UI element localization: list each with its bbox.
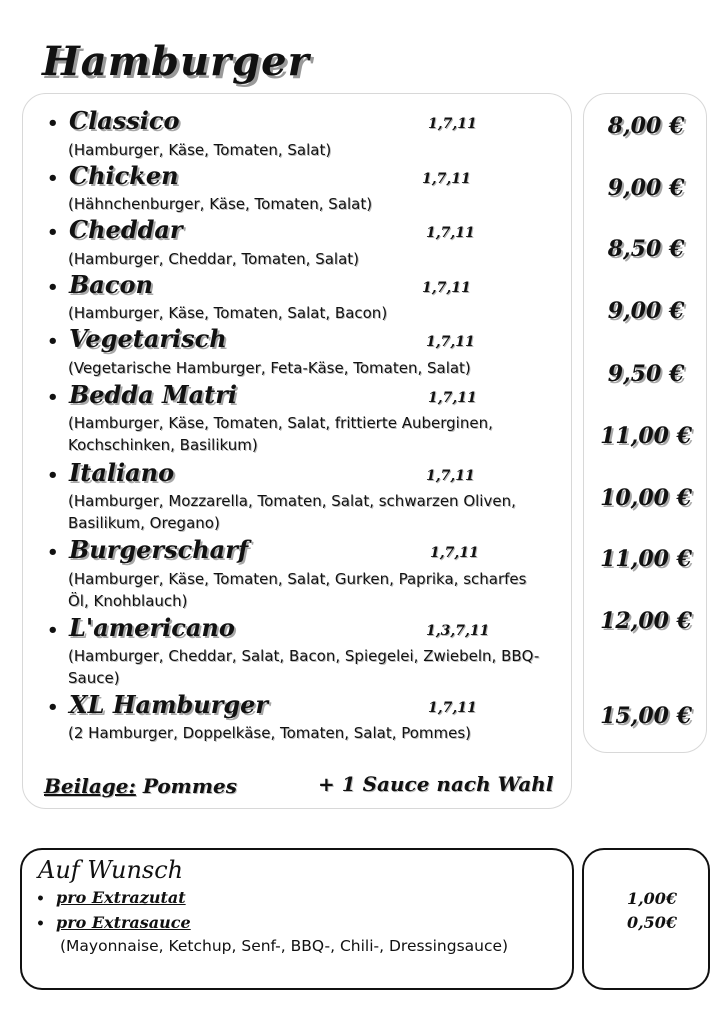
menu-item-name — [47, 458, 174, 487]
item-price: 11,00 € — [600, 423, 692, 449]
bullet-icon: • — [47, 331, 59, 352]
item-description: (Hamburger, Käse, Tomaten, Salat, Gurken, Paprika, scharfes Öl, Knohblauch) — [68, 570, 527, 610]
item-price: 11,00 € — [600, 546, 692, 572]
menu-item-name — [47, 270, 153, 299]
menu-item-name — [47, 380, 237, 409]
item-name-text: Cheddar — [69, 215, 183, 244]
extras-note: (Mayonnaise, Ketchup, Senf-, BBQ-, Chili-, Dressingsauce) — [60, 937, 509, 955]
item-name-text: XL Hamburger — [69, 690, 269, 719]
item-name-text: L'americano — [69, 613, 235, 642]
item-name-text: Vegetarisch — [69, 324, 227, 353]
item-name-text: Italiano — [69, 458, 175, 487]
item-name-text: Bedda Matri — [69, 380, 237, 409]
menu-item-name — [47, 613, 235, 642]
bullet-icon: • — [47, 620, 59, 641]
item-description: (Hamburger, Cheddar, Tomaten, Salat) — [68, 250, 360, 268]
allergen-codes: 1,7,11 — [430, 545, 479, 561]
item-name-text: Classico — [69, 106, 180, 135]
item-price: 9,00 € — [607, 175, 685, 201]
allergen-codes: 1,7,11 — [428, 116, 477, 132]
bullet-icon: • — [47, 697, 59, 718]
extras-title: Auf Wunsch — [38, 856, 184, 884]
allergen-codes: 1,7,11 — [426, 468, 475, 484]
item-price: 15,00 € — [600, 703, 692, 729]
extra-item-label: pro Extrazutat — [56, 888, 186, 907]
bullet-icon: • — [47, 222, 59, 243]
item-price: 9,50 € — [607, 361, 685, 387]
menu-item-name — [47, 535, 248, 564]
item-description: (Hamburger, Käse, Tomaten, Salat) — [68, 141, 332, 159]
menu-item-name — [47, 161, 179, 190]
bullet-icon: • — [47, 168, 59, 189]
item-description: (Hamburger, Mozzarella, Tomaten, Salat, schwarzen Oliven, Basilikum, Oregano) — [68, 492, 516, 532]
bullet-icon: • — [47, 465, 59, 486]
extra-item-label: pro Extrasauce — [56, 913, 191, 932]
item-description: (2 Hamburger, Doppelkäse, Tomaten, Salat, Pommes) — [68, 724, 472, 742]
item-description: (Hamburger, Käse, Tomaten, Salat, Bacon) — [68, 304, 388, 322]
bullet-icon: • — [47, 113, 59, 134]
item-price: 12,00 € — [600, 608, 692, 634]
item-price: 10,00 € — [600, 485, 692, 511]
menu-item-name — [47, 324, 227, 353]
extra-price: 0,50€ — [626, 913, 678, 932]
side-dish — [44, 774, 237, 798]
menu-item-name — [47, 215, 183, 244]
page-title: Hamburger — [42, 38, 310, 85]
allergen-codes: 1,3,7,11 — [426, 623, 490, 639]
item-description: (Hamburger, Cheddar, Salat, Bacon, Spiegelei, Zwiebeln, BBQ-Sauce) — [68, 647, 540, 687]
side-value: Pommes — [142, 774, 237, 798]
item-name-text: Bacon — [69, 270, 153, 299]
item-price: 8,00 € — [607, 113, 685, 139]
menu-item-name — [47, 690, 268, 719]
item-name-text: Burgerscharf — [69, 535, 249, 564]
side-label: Beilage: — [44, 774, 136, 798]
item-description: (Vegetarische Hamburger, Feta-Käse, Tomaten, Salat) — [68, 359, 471, 377]
allergen-codes: 1,7,11 — [428, 700, 477, 716]
item-description: (Hamburger, Käse, Tomaten, Salat, frittierte Auberginen, Kochschinken, Basilikum) — [68, 414, 493, 454]
bullet-icon: • — [36, 916, 45, 932]
item-name-text: Chicken — [69, 161, 179, 190]
allergen-codes: 1,7,11 — [422, 171, 471, 187]
bullet-icon: • — [47, 387, 59, 408]
allergen-codes: 1,7,11 — [422, 280, 471, 296]
allergen-codes: 1,7,11 — [426, 225, 475, 241]
item-description: (Hähnchenburger, Käse, Tomaten, Salat) — [68, 195, 373, 213]
extra-price: 1,00€ — [626, 889, 678, 908]
allergen-codes: 1,7,11 — [428, 390, 477, 406]
sauce-note: + 1 Sauce nach Wahl — [318, 772, 554, 796]
menu-item-name — [47, 106, 180, 135]
bullet-icon: • — [47, 277, 59, 298]
bullet-icon: • — [36, 891, 45, 907]
extra-item — [36, 888, 186, 907]
item-price: 9,00 € — [607, 298, 685, 324]
allergen-codes: 1,7,11 — [426, 334, 475, 350]
item-price: 8,50 € — [607, 236, 685, 262]
extra-item — [36, 913, 191, 932]
bullet-icon: • — [47, 542, 59, 563]
